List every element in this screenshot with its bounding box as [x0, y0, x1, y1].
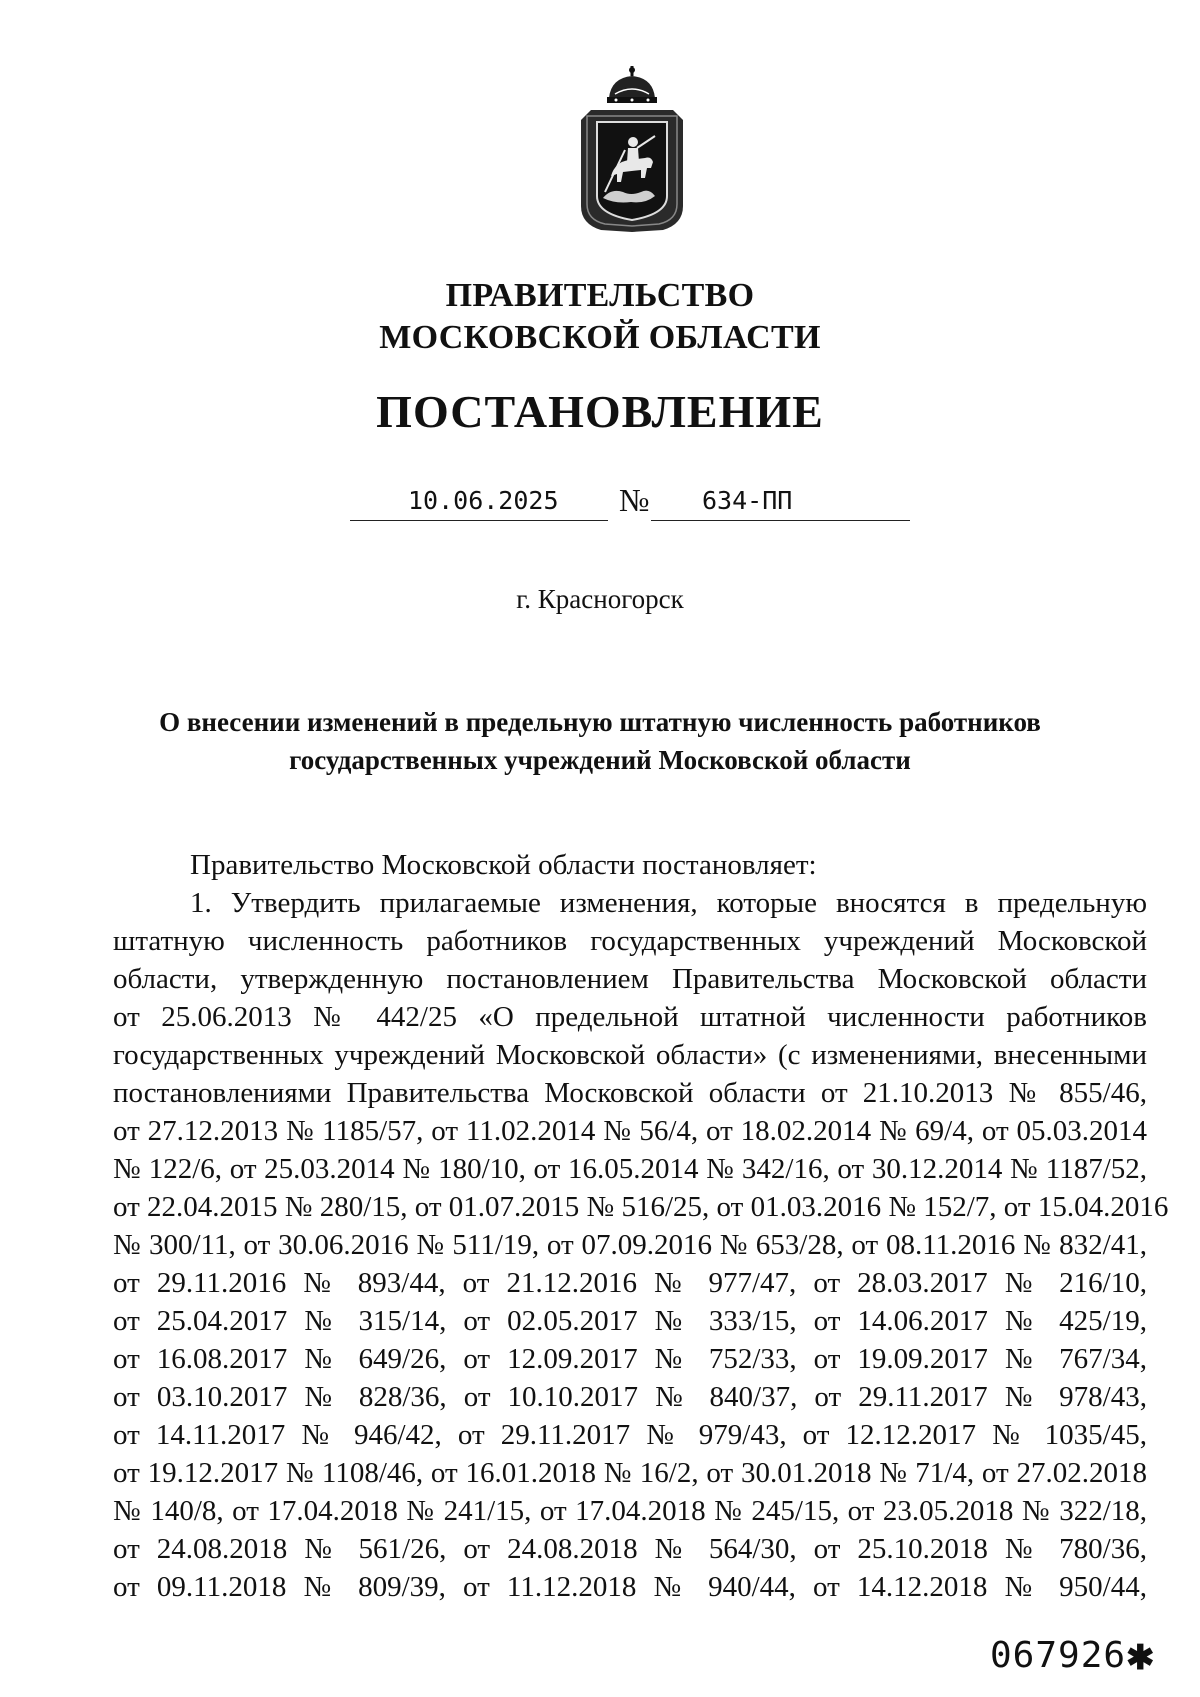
body-line: от 19.12.2017 № 1108/46, от 16.01.2018 № 16/2, от 30.01.2018 № 71/4, от 27.02.2018: [113, 1457, 1147, 1489]
number-sign: №: [619, 482, 650, 518]
subject-line1: О внесении изменений в предельную штатную численность работников: [159, 707, 1041, 737]
body-line: от 03.10.2017 № 828/36, от 10.10.2017 № 840/37, от 29.11.2017 № 978/43,: [113, 1381, 1147, 1413]
organization-name-line2: МОСКОВСКОЙ ОБЛАСТИ: [379, 319, 821, 356]
asterisk-icon: ✱: [1126, 1640, 1155, 1677]
serial-number: 067926: [990, 1635, 1127, 1676]
body-line: № 300/11, от 30.06.2016 № 511/19, от 07.09.2016 № 653/28, от 08.11.2016 № 832/41,: [113, 1229, 1147, 1261]
city-name: г. Красногорск: [516, 584, 684, 614]
number-underline: [651, 520, 910, 521]
date-underline: [350, 520, 608, 521]
coat-of-arms-emblem: [571, 64, 693, 234]
body-line: № 122/6, от 25.03.2014 № 180/10, от 16.05.2014 № 342/16, от 30.12.2014 № 1187/52,: [113, 1153, 1147, 1185]
body-line: штатную численность работников государственных учреждений Московской: [113, 925, 1147, 957]
body-line: от 14.11.2017 № 946/42, от 29.11.2017 № 979/43, от 12.12.2017 № 1035/45,: [113, 1419, 1147, 1451]
subject-line2: государственных учреждений Московской области: [289, 745, 911, 775]
body-line: области, утвержденную постановлением Правительства Московской области: [113, 963, 1147, 995]
document-number: 634-ПП: [702, 486, 793, 515]
body-line: от 22.04.2015 № 280/15, от 01.07.2015 № 516/25, от 01.03.2016 № 152/7, от 15.04.2016: [113, 1191, 1169, 1223]
document-type-title: ПОСТАНОВЛЕНИЕ: [376, 386, 824, 437]
body-line: от 29.11.2016 № 893/44, от 21.12.2016 № 977/47, от 28.03.2017 № 216/10,: [113, 1267, 1147, 1299]
organization-name-line1: ПРАВИТЕЛЬСТВО: [445, 277, 755, 314]
body-line: от 24.08.2018 № 561/26, от 24.08.2018 № 564/30, от 25.10.2018 № 780/36,: [113, 1533, 1147, 1565]
body-line: от 27.12.2013 № 1185/57, от 11.02.2014 № 56/4, от 18.02.2014 № 69/4, от 05.03.2014: [113, 1115, 1147, 1147]
body-line: постановлениями Правительства Московской области от 21.10.2013 № 855/46,: [113, 1077, 1147, 1109]
crown-icon: [607, 66, 657, 103]
body-line: от 09.11.2018 № 809/39, от 11.12.2018 № 940/44, от 14.12.2018 № 950/44,: [113, 1571, 1147, 1603]
resolution-intro: Правительство Московской области постановляет:: [190, 849, 817, 881]
document-date: 10.06.2025: [408, 486, 559, 515]
body-line: № 140/8, от 17.04.2018 № 241/15, от 17.04.2018 № 245/15, от 23.05.2018 № 322/18,: [113, 1495, 1147, 1527]
body-line: от 25.04.2017 № 315/14, от 02.05.2017 № 333/15, от 14.06.2017 № 425/19,: [113, 1305, 1147, 1337]
body-line: от 25.06.2013 № 442/25 «О предельной штатной численности работников: [113, 1001, 1147, 1033]
body-line: государственных учреждений Московской области» (с изменениями, внесенными: [113, 1039, 1147, 1071]
body-line: от 16.08.2017 № 649/26, от 12.09.2017 № 752/33, от 19.09.2017 № 767/34,: [113, 1343, 1147, 1375]
body-line: 1. Утвердить прилагаемые изменения, которые вносятся в предельную: [190, 887, 1147, 919]
